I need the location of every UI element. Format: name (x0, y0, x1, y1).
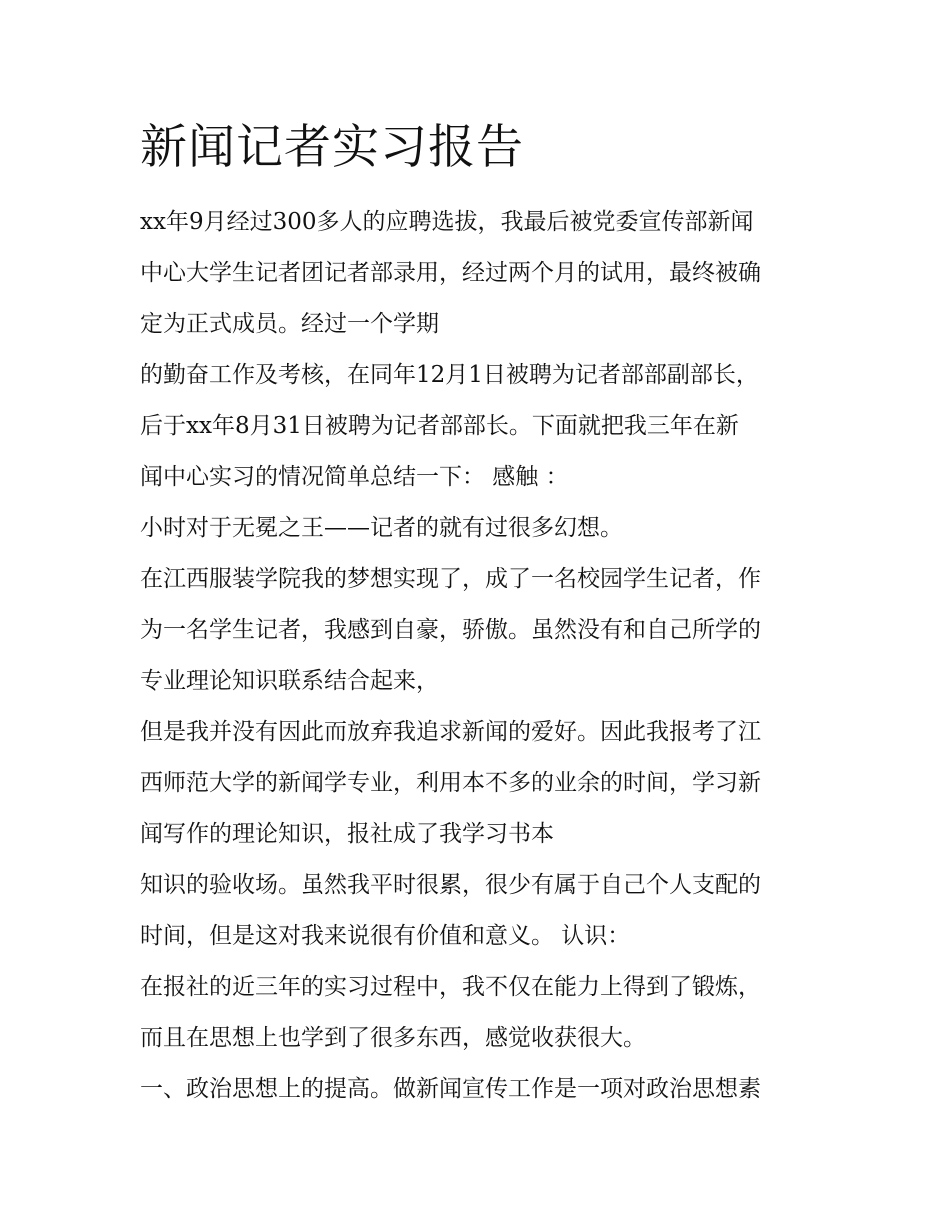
body-line: 西师范大学的新闻学专业，利用本不多的业余的时间，学习新 (140, 770, 761, 796)
body-line: 知识的验收场。虽然我平时很累，很少有属于自己个人支配的 (140, 872, 761, 898)
body-line: 一、政治思想上的提高。做新闻宣传工作是一项对政治思想素 (140, 1076, 761, 1102)
body-line: 小时对于无冕之王——记者的就有过很多幻想。 (140, 515, 623, 541)
body-line: 专业理论知识联系结合起来， (140, 668, 439, 694)
body-line: 闻中心实习的情况简单总结一下： 感触 ： (140, 464, 569, 490)
body-line: 而且在思想上也学到了很多东西，感觉收获很大。 (140, 1025, 646, 1051)
body-line: 在江西服装学院我的梦想实现了，成了一名校园学生记者，作 (140, 566, 761, 592)
body-line: 但是我并没有因此而放弃我追求新闻的爱好。因此我报考了江 (140, 719, 761, 745)
body-line: 为一名学生记者，我感到自豪，骄傲。虽然没有和自己所学的 (140, 617, 761, 643)
body-line: 在报社的近三年的实习过程中，我不仅在能力上得到了锻炼， (140, 974, 761, 1000)
document-body (140, 197, 820, 1115)
body-line: 闻写作的理论知识，报社成了我学习书本 (140, 821, 554, 847)
document-title: 新闻记者实习报告 (140, 120, 524, 175)
body-line: xx年9月经过300多人的应聘选拔，我最后被党委宣传部新闻 (140, 209, 754, 235)
body-line: 时间，但是这对我来说很有价值和意义。 认识： (140, 923, 631, 949)
body-line: 定为正式成员。经过一个学期 (140, 311, 439, 337)
body-line: 中心大学生记者团记者部录用，经过两个月的试用，最终被确 (140, 260, 761, 286)
body-line: 的勤奋工作及考核，在同年12月1日被聘为记者部部副部长， (140, 362, 759, 388)
body-line: 后于xx年8月31日被聘为记者部部长。下面就把我三年在新 (140, 413, 739, 439)
